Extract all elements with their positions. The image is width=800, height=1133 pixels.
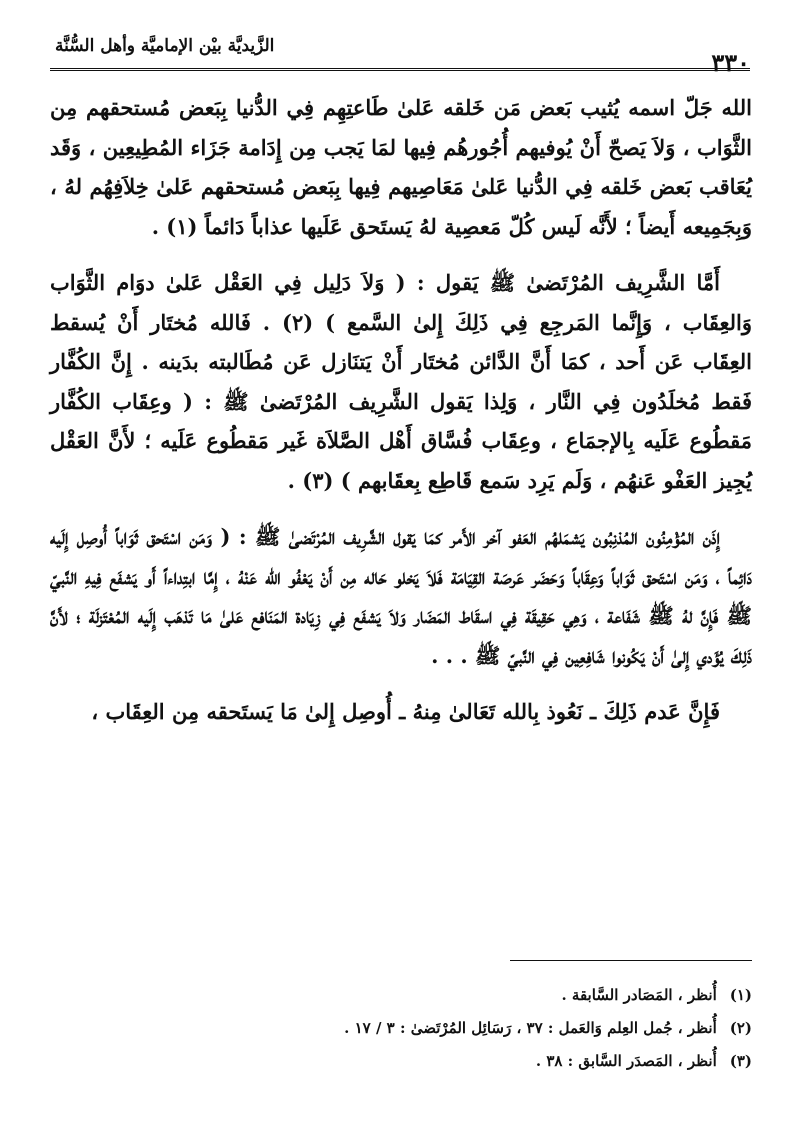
- paragraph: إِذَن المُؤْمِنُون المُذنِبُون يَشمَلهُم العَفو آخر الأَمر كمَا يَقول الشَّرِيف المُرْتَضىٰ ﷺ : ( وَمَن اسْتَحق ثَوَاباً أُوصِل إِلَيه دَائِماً ، وَمَن اسْتَحق ثَوَاباً وَعِقَاباً وَحَضَر عَرصَة القِيَامَة فَلاَ يَخلو حَاله مِن أَنْ يَعْفُو الله عَنْهُ ، إِمَّا ابتِداءاً أَو يَشفَع فِيهِ النَّبيّ ﷺ فَإِنَّ لهُ ﷺ شَفَاعة ، وَهِي حَقِيقَة فِي اسقَاط المَضَار وَلاَ يَشفَع فِي زِيَادة المَنَافع عَلىٰ مَا تَذهَب إِلَيه المُعْتَزلَة ؛ لأَنَّ ذَلِكَ يُؤَدي إِلىٰ أَنْ يَكُونوا شَافِعِين فِي النَّبيّ ﷺ . . .: [50, 524, 752, 668]
- page-number: ٣٣٠: [711, 48, 750, 77]
- footnotes: [50, 980, 752, 1079]
- footnote: [50, 1013, 752, 1043]
- header-divider: [50, 68, 750, 71]
- footnote-text: أُنظر ، المَصَادر السَّابقة .: [561, 986, 717, 1004]
- footnote-number: (٢): [729, 1019, 752, 1037]
- footnote: [50, 1046, 752, 1076]
- footnote: [50, 980, 752, 1010]
- footnote-divider: [510, 960, 752, 961]
- footnote-text: أُنظر ، المَصدَر السَّابق : ٣٨ .: [535, 1052, 717, 1070]
- page-header: [55, 24, 750, 77]
- footnote-number: (١): [729, 986, 752, 1004]
- main-text: [50, 88, 752, 749]
- footnote-number: (٣): [729, 1052, 752, 1070]
- running-title: الزَّيديَّة بيْن الإماميَّة وأهل السُّنَّة: [55, 36, 275, 56]
- paragraph: أَمَّا الشَّرِيف المُرْتَضىٰ ﷺ يَقول : ( وَلاَ دَلِيل فِي العَقْل عَلىٰ دوَام الثَّوَاب وَالعِقَاب ، وَإِنَّما المَرجِع فِي ذَلِكَ إِلىٰ السَّمع ) (٢) . فَالله مُختَار أَنْ يُسقط العِقَاب عَن أَحد ، كمَا أَنَّ الدَّائن مُختَار أَنْ يَتنَازل عَن مُطَالبته بدَينه . إِنَّ الكُفَّار فَقط مُخلَدُون فِي النَّار ، وَلِذا يَقول الشَّرِيف المُرْتَضىٰ ﷺ : ( وعِقَاب الكُفَّار مَقطُوع عَلَيه بِالإجمَاع ، وعِقَاب فُسَّاق أَهْل الصَّلاَة غَير مَقطُوع عَلَيه ؛ لأَنَّ العَقْل يُجِيز العَفْو عَنهُم ، وَلَم يَرِد سَمع قَاطِع بِعقَابهم ) (٣) .: [50, 270, 753, 493]
- paragraph: فَإِنَّ عَدم ذَلِكَ ـ نَعُوذ بِالله تَعَالىٰ مِنهُ ـ أُوصِل إِلىٰ مَا يَستَحقه مِن العِقَاب ،: [91, 699, 720, 724]
- paragraph: الله جَلّ اسمه يُثيب بَعض مَن خَلقه عَلىٰ طَاعتِهِم فِي الدُّنيا بِبَعض مُستحقهم مِن الثَّوَاب ، وَلاَ يَصحّ أَنْ يُوفيهم أُجُورهُم فِيها لمَا يَجب مِن إِدَامة جَزَاء المُطِيعِين ، وَقَد يُعَاقب بَعض خَلقه فِي الدُّنيا عَلىٰ مَعَاصِيهم فِيها بِبَعض مُستحقهم عَلىٰ خِلاَفِهُم لهُ ، وَبِجَمِيعه أَيضاً ؛ لأَنَّه لَيس كُلّ مَعصِية لهُ يَستَحق عَلَيها عذاباً دَائماً (١) .: [50, 95, 752, 239]
- footnote-text: أُنظر ، جُمل العِلم وَالعَمل : ٣٧ ، رَسَائِل المُرْتَضىٰ : ٣ / ١٧ .: [344, 1019, 717, 1037]
